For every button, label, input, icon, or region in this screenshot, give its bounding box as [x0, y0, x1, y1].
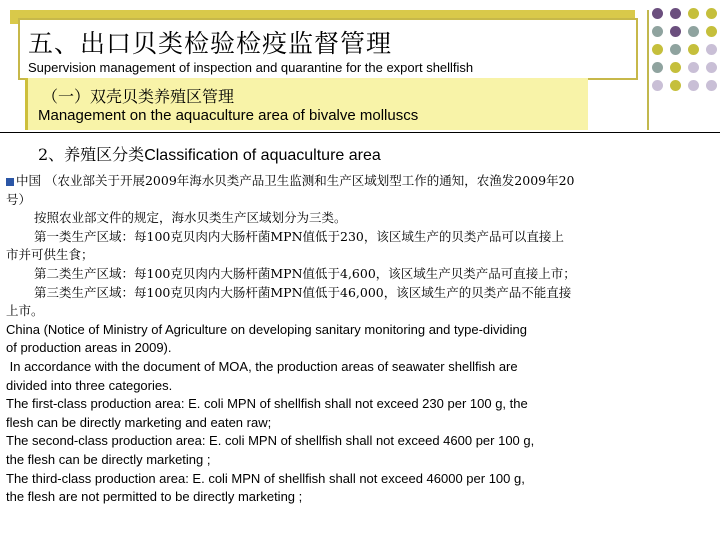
- dot-lavender: [706, 44, 717, 55]
- dot-purple: [652, 8, 663, 19]
- dot-purple: [670, 26, 681, 37]
- body-line-text: 中国 （农业部关于开展2009年海水贝类产品卫生监测和生产区域划型工作的通知，农渔发2009年20: [16, 173, 575, 188]
- dot-lime: [670, 80, 681, 91]
- body-line: 按照农业部文件的规定，海水贝类生产区域划分为三类。: [34, 210, 347, 226]
- body-line: flesh can be directly marketing and eaten raw;: [6, 414, 272, 430]
- dot-teal: [688, 26, 699, 37]
- dot-lavender: [706, 62, 717, 73]
- body-line: The third-class production area: E. coli MPN of shellfish shall not exceed 46000 per 100 g,: [6, 470, 525, 486]
- dot-teal: [652, 62, 663, 73]
- dot-purple: [670, 8, 681, 19]
- body-line: 第二类生产区域：每100克贝肉内大肠杆菌MPN值低于4,600，该区域生产贝类产品可直接上市；: [34, 265, 576, 281]
- subheading: [38, 142, 381, 165]
- dot-lavender: [706, 80, 717, 91]
- body-line: The first-class production area: E. coli MPN of shellfish shall not exceed 230 per 100 g, the: [6, 396, 528, 412]
- body-line: 第三类生产区域：每100克贝肉内大肠杆菌MPN值低于46,000，该区域生产的贝类产品不能直接: [34, 284, 572, 300]
- body-line: 第一类生产区域：每100克贝肉内大肠杆菌MPN值低于230，该区域生产的贝类产品可以直接上: [34, 228, 564, 244]
- body-line: The second-class production area: E. coli MPN of shellfish shall not exceed 4600 per 100 g,: [6, 433, 535, 449]
- body-line: [6, 172, 711, 191]
- body-line: the flesh are not permitted to be directly marketing ;: [6, 489, 303, 505]
- dot-lime: [688, 8, 699, 19]
- body-line: In accordance with the document of MOA, the production areas of seawater shellfish are: [6, 358, 518, 374]
- dot-lime: [652, 44, 663, 55]
- dot-lime: [670, 62, 681, 73]
- dot-teal: [670, 44, 681, 55]
- body-line: China (Notice of Ministry of Agriculture on developing sanitary monitoring and type-dividing: [6, 321, 527, 337]
- dot-lavender: [652, 80, 663, 91]
- section-header-box: [25, 78, 588, 130]
- page-subtitle: Supervision management of inspection and quarantine for the export shellfish: [28, 60, 474, 75]
- dot-lime: [688, 44, 699, 55]
- title-banner: [10, 10, 635, 76]
- section-title-cn: （一）双壳贝类养殖区管理: [42, 87, 235, 106]
- body-line: the flesh can be directly marketing ;: [6, 451, 211, 467]
- divider-horizontal: [0, 132, 720, 133]
- body-line: 号）: [6, 191, 32, 207]
- dot-lime: [706, 26, 717, 37]
- dot-lime: [706, 8, 717, 19]
- body-text: [6, 172, 711, 507]
- subheading-cn: 2、养殖区分类: [38, 145, 145, 164]
- page-title: 五、出口贝类检验检疫监督管理: [28, 29, 393, 58]
- dot-lavender: [688, 62, 699, 73]
- section-title-en: Management on the aquaculture area of bivalve molluscs: [38, 107, 419, 124]
- divider-vertical: [647, 10, 649, 130]
- dot-lavender: [688, 80, 699, 91]
- body-line: 上市。: [6, 303, 44, 319]
- dot-teal: [652, 26, 663, 37]
- bullet-square-icon: [6, 178, 14, 186]
- body-line: divided into three categories.: [6, 377, 173, 393]
- subheading-en: Classification of aquaculture area: [144, 147, 381, 164]
- body-line: of production areas in 2009).: [6, 340, 172, 356]
- body-line: 市并可供生食；: [6, 247, 94, 263]
